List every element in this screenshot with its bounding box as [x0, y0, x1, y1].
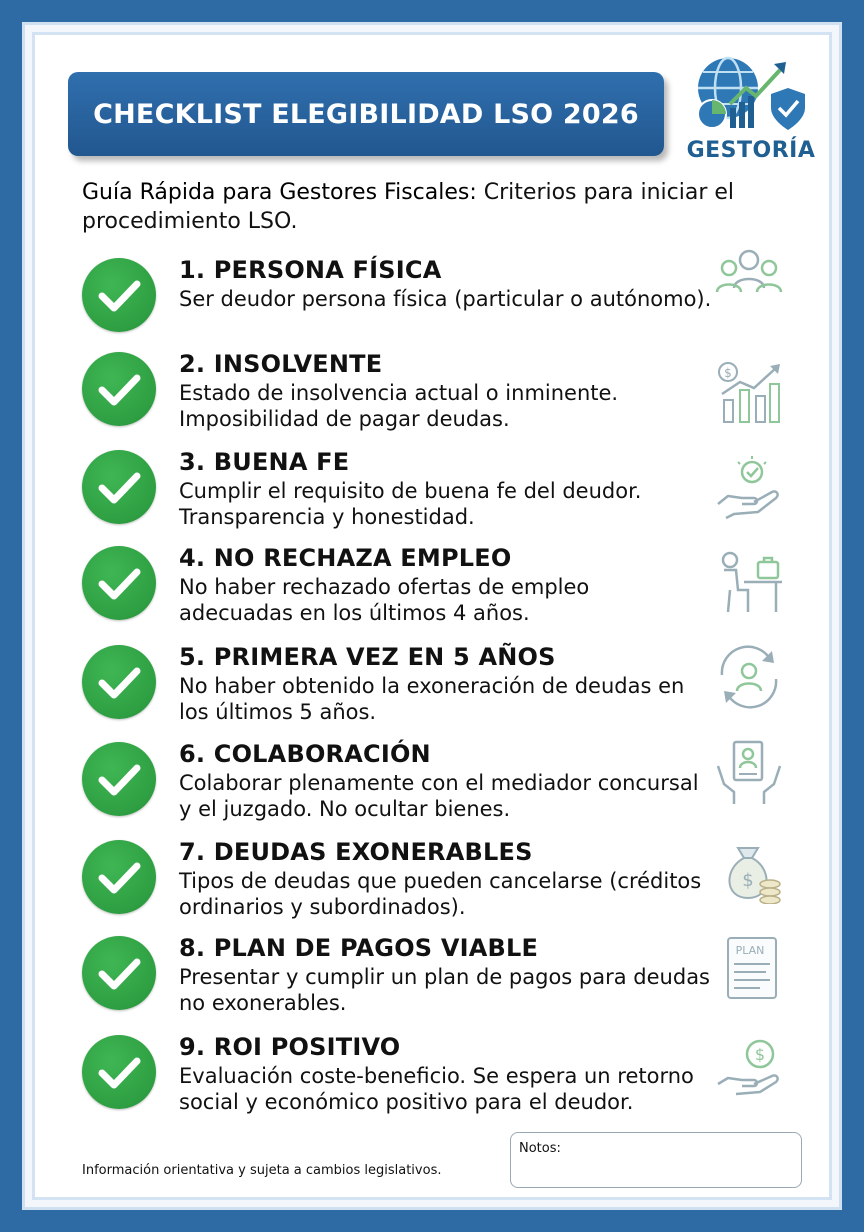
- hand-check-icon: [714, 456, 784, 520]
- checkmark-icon: [82, 546, 156, 620]
- checklist-item-1: [82, 258, 802, 348]
- notes-field[interactable]: [510, 1132, 802, 1188]
- checkmark-icon: [82, 840, 156, 914]
- intro-rest: Criterios para iniciar el procedimiento LSO.: [82, 180, 735, 234]
- checklist-item-6: [82, 742, 802, 832]
- checkmark-icon: [82, 1035, 156, 1109]
- svg-text:$: $: [724, 366, 732, 380]
- item-title: 1. PERSONA FÍSICA: [179, 256, 442, 284]
- item-description: Cumplir el requisito de buena fe del deudor. Transparencia y honestidad.: [179, 479, 642, 529]
- logo-text: GESTORÍA: [686, 138, 816, 163]
- document-hands-icon: [714, 740, 784, 804]
- item-description: Colaborar plenamente con el mediador concursal y el juzgado. No ocultar bienes.: [179, 771, 699, 821]
- checkmark-icon: [82, 936, 156, 1010]
- intro-bold: Guía Rápida para Gestores Fiscales:: [82, 180, 477, 205]
- checklist-item-9: [82, 1035, 802, 1125]
- item-description: Ser deudor persona física (particular o autónomo).: [179, 287, 712, 311]
- item-description: No haber obtenido la exoneración de deudas en los últimos 5 años.: [179, 674, 685, 724]
- svg-text:PLAN: PLAN: [735, 944, 765, 957]
- item-description: Presentar y cumplir un plan de pagos para deudas no exonerables.: [179, 965, 710, 1015]
- plan-document-icon: [720, 936, 790, 1000]
- title-banner: [68, 72, 664, 156]
- item-title: 7. DEUDAS EXONERABLES: [179, 838, 533, 866]
- checklist-item-4: [82, 546, 802, 636]
- notes-label: Notos:: [519, 1141, 561, 1156]
- item-title: 5. PRIMERA VEZ EN 5 AÑOS: [179, 643, 556, 671]
- item-description: No haber rechazado ofertas de empleo adecuadas en los últimos 4 años.: [179, 575, 590, 625]
- item-title: 2. INSOLVENTE: [179, 350, 383, 378]
- disclaimer-text: Información orientativa y sujeta a cambios legislativos.: [82, 1163, 442, 1178]
- checkmark-icon: [82, 352, 156, 426]
- item-description: Tipos de deudas que pueden cancelarse (créditos ordinarios y subordinados).: [179, 869, 702, 919]
- checkmark-icon: [82, 742, 156, 816]
- desk-worker-icon: [714, 550, 784, 614]
- item-title: 4. NO RECHAZA EMPLEO: [179, 544, 512, 572]
- svg-text:$: $: [754, 1045, 766, 1064]
- item-title: 8. PLAN DE PAGOS VIABLE: [179, 934, 539, 962]
- checklist-item-3: [82, 450, 802, 540]
- checkmark-icon: [82, 645, 156, 719]
- checklist-item-7: [82, 840, 802, 930]
- item-title: 9. ROI POSITIVO: [179, 1033, 401, 1061]
- checklist-item-2: [82, 352, 802, 442]
- page-title: CHECKLIST ELEGIBILIDAD LSO 2026: [93, 98, 639, 130]
- item-description: Estado de insolvencia actual o inminente. Imposibilidad de pagar deudas.: [179, 381, 619, 431]
- intro-text: [82, 178, 802, 236]
- people-icon: [714, 244, 784, 308]
- checklist-item-5: [82, 645, 802, 735]
- money-bag-icon: [714, 840, 784, 904]
- coin-hand-icon: [714, 1032, 784, 1096]
- item-title: 3. BUENA FE: [179, 448, 350, 476]
- cycle-person-icon: [714, 645, 784, 709]
- checkmark-icon: [82, 450, 156, 524]
- svg-text:$: $: [742, 870, 754, 891]
- item-title: 6. COLABORACIÓN: [179, 740, 431, 768]
- checklist-item-8: [82, 936, 802, 1026]
- checkmark-icon: [82, 258, 156, 332]
- bar-chart-icon: [714, 360, 784, 424]
- item-description: Evaluación coste-beneficio. Se espera un retorno social y económico positivo para el deudor.: [179, 1064, 694, 1114]
